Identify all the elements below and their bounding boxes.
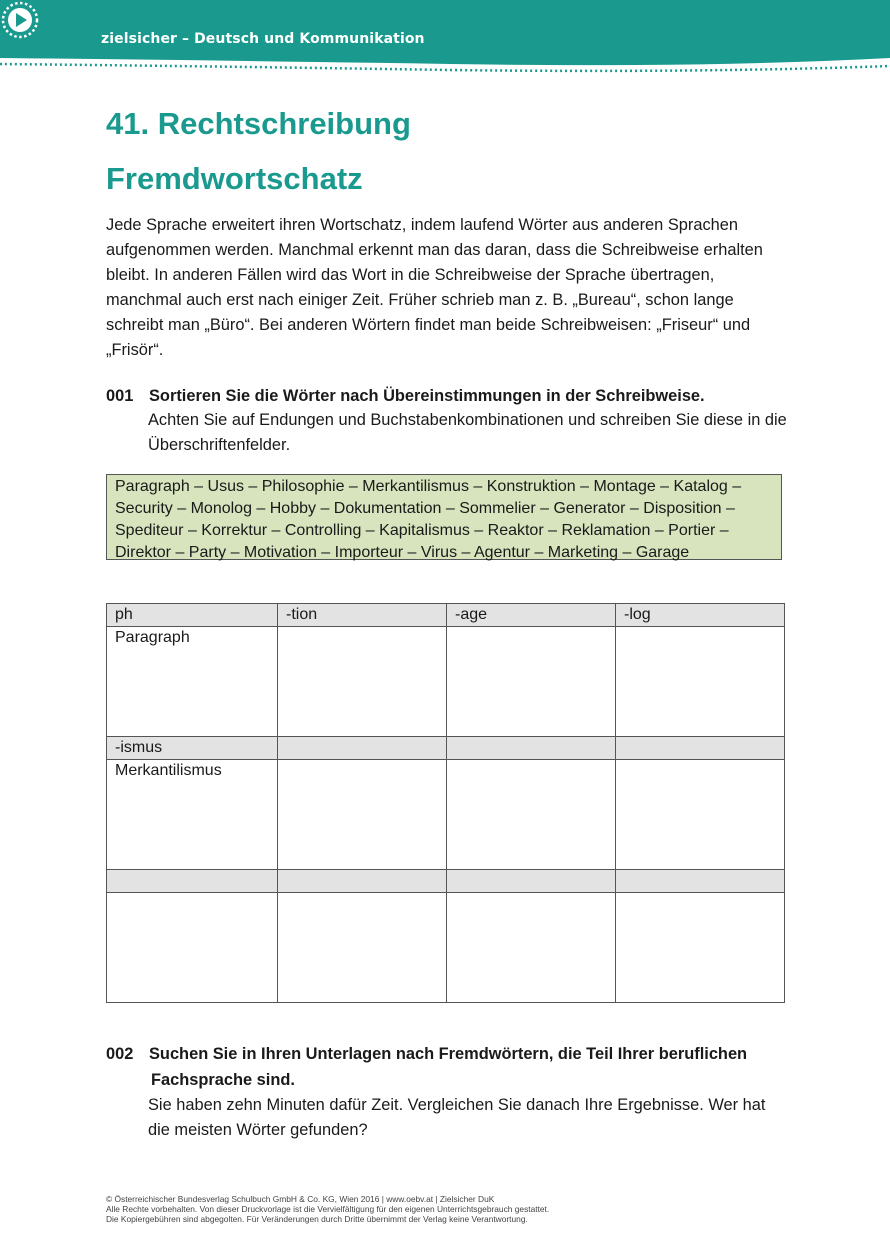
task-instruction: Achten Sie auf Endungen und Buchstabenkombinationen und schreiben Sie diese in die	[148, 411, 787, 429]
header-cell[interactable]	[278, 870, 447, 893]
footer-line: © Österreichischer Bundesverlag Schulbuch GmbH & Co. KG, Wien 2016 | www.oebv.at | Zielsicher DuK	[106, 1194, 495, 1204]
page-header	[0, 0, 890, 78]
table-row	[107, 760, 785, 870]
header-cell[interactable]	[447, 737, 616, 760]
header-cell[interactable]	[616, 870, 785, 893]
task-number: 001	[106, 387, 134, 405]
copyright-footer	[106, 1194, 549, 1224]
word-list-line: Spediteur – Korrektur – Controlling – Kapitalismus – Reaktor – Reklamation – Portier –	[115, 522, 729, 539]
answer-cell[interactable]	[447, 893, 616, 1003]
task-heading: Sortieren Sie die Wörter nach Übereinstimmungen in der Schreibweise.	[149, 387, 705, 405]
intro-line: bleibt. In anderen Fällen wird das Wort in die Schreibweise der Sprache übertragen,	[106, 266, 715, 284]
word-list-box	[106, 474, 782, 560]
footer-line: Alle Rechte vorbehalten. Von dieser Druckvorlage ist die Vervielfältigung für den eigenen Unterrichtsgebrauch gestattet.	[106, 1204, 550, 1214]
table-header-row	[107, 870, 785, 893]
play-circle-icon	[0, 0, 40, 40]
answer-cell[interactable]	[447, 627, 616, 737]
answer-cell[interactable]	[278, 893, 447, 1003]
answer-cell[interactable]	[447, 760, 616, 870]
header-cell[interactable]: -ismus	[107, 737, 278, 760]
answer-cell[interactable]	[616, 760, 785, 870]
table-header-row	[107, 737, 785, 760]
task-heading: Fachsprache sind.	[151, 1071, 295, 1089]
task-instruction: die meisten Wörter gefunden?	[148, 1121, 368, 1139]
task-instruction: Überschriftenfelder.	[148, 436, 291, 454]
word-list-line: Direktor – Party – Motivation – Importeur – Virus – Agentur – Marketing – Garage	[115, 544, 690, 561]
answer-cell[interactable]	[107, 893, 278, 1003]
task-heading: Suchen Sie in Ihren Unterlagen nach Fremdwörtern, die Teil Ihrer beruflichen	[149, 1045, 748, 1063]
header-cell[interactable]	[278, 737, 447, 760]
answer-cell[interactable]: Paragraph	[107, 627, 278, 737]
table-row	[107, 627, 785, 737]
intro-line: manchmal auch erst nach einiger Zeit. Früher schrieb man z. B. „Bureau“, schon lange	[106, 291, 734, 309]
header-cell[interactable]: ph	[107, 604, 278, 627]
answer-cell[interactable]	[616, 893, 785, 1003]
footer-line: Die Kopiergebühren sind abgegolten. Für Veränderungen durch Dritte übernimmt der Verlag keine Verantwortung.	[106, 1214, 528, 1224]
header-cell[interactable]: -log	[616, 604, 785, 627]
brand-title: zielsicher – Deutsch und Kommunikation	[101, 31, 425, 47]
answer-cell[interactable]	[278, 760, 447, 870]
page-title: 41. Rechtschreibung	[106, 106, 411, 141]
answer-cell[interactable]	[278, 627, 447, 737]
answer-cell[interactable]: Merkantilismus	[107, 760, 278, 870]
intro-line: aufgenommen werden. Manchmal erkennt man das daran, dass die Schreibweise erhalten	[106, 241, 763, 259]
header-cell[interactable]: -tion	[278, 604, 447, 627]
header-cell[interactable]	[107, 870, 278, 893]
task-instruction: Sie haben zehn Minuten dafür Zeit. Vergleichen Sie danach Ihre Ergebnisse. Wer hat	[148, 1096, 766, 1114]
task-number: 002	[106, 1045, 134, 1063]
sorting-table	[106, 603, 785, 1003]
table-row	[107, 893, 785, 1003]
intro-paragraph	[106, 213, 796, 363]
table-header-row	[107, 604, 785, 627]
word-list-line: Paragraph – Usus – Philosophie – Merkantilismus – Konstruktion – Montage – Katalog –	[115, 478, 742, 495]
intro-line: „Frisör“.	[106, 341, 164, 359]
word-list-line: Security – Monolog – Hobby – Dokumentation – Sommelier – Generator – Disposition –	[115, 500, 735, 517]
header-cell[interactable]	[447, 870, 616, 893]
page-subtitle: Fremdwortschatz	[106, 161, 363, 196]
intro-line: schreibt man „Büro“. Bei anderen Wörtern findet man beide Schreibweisen: „Friseur“ und	[106, 316, 751, 334]
answer-cell[interactable]	[616, 627, 785, 737]
header-cell[interactable]	[616, 737, 785, 760]
intro-line: Jede Sprache erweitert ihren Wortschatz, indem laufend Wörter aus anderen Sprachen	[106, 216, 738, 234]
header-cell[interactable]: -age	[447, 604, 616, 627]
